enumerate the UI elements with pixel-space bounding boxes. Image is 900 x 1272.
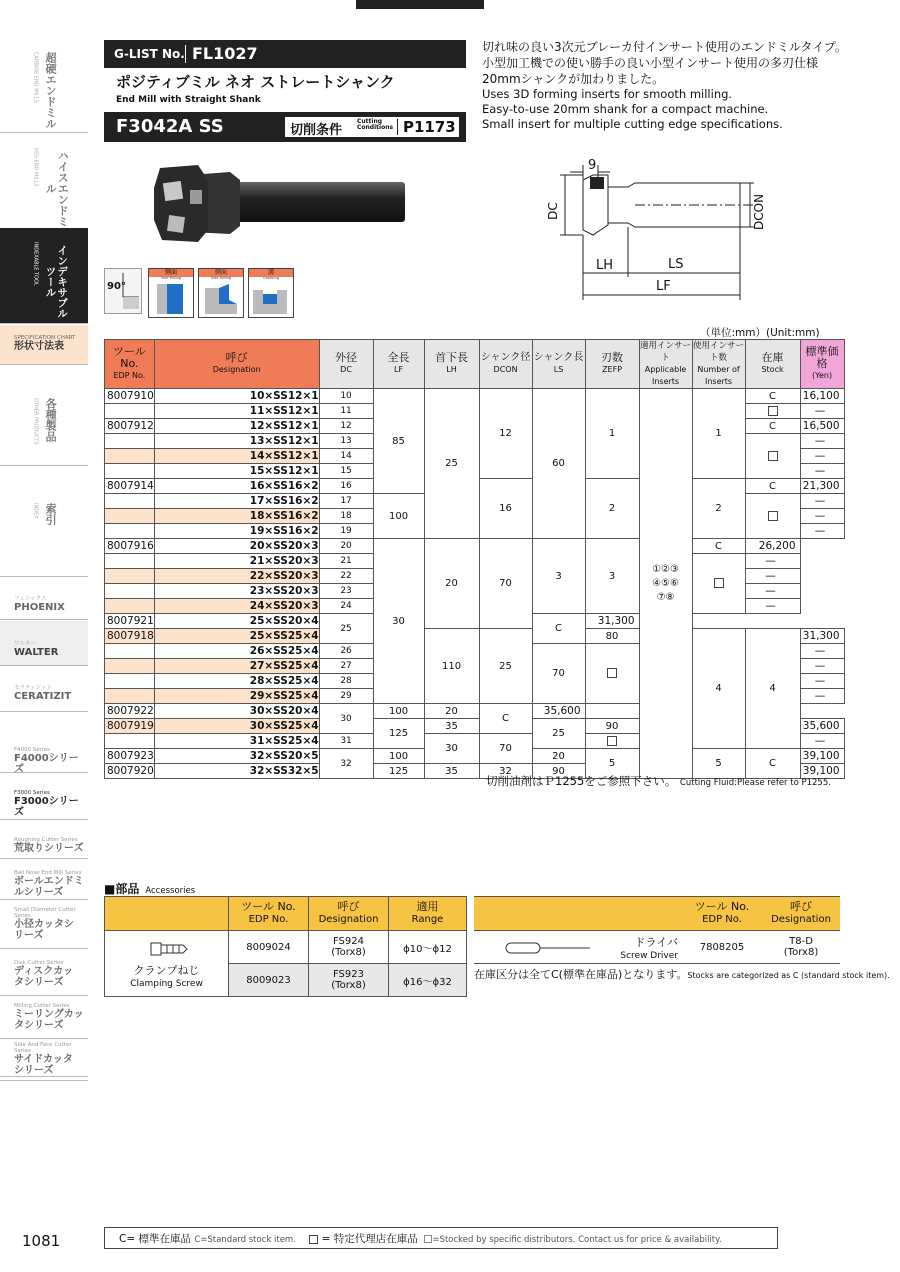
price-cell: — bbox=[745, 584, 800, 599]
table-header-row bbox=[105, 340, 845, 389]
designation-cell: 25×SS20×4 bbox=[154, 614, 319, 629]
dc-cell: 19 bbox=[319, 524, 373, 539]
dim-lf: LF bbox=[656, 279, 671, 294]
title-jp: ポジティブミル ネオ ストレートシャンク bbox=[116, 73, 395, 91]
lf-cell: 100 bbox=[373, 704, 424, 719]
page-number: 1081 bbox=[22, 1232, 61, 1250]
st-cell bbox=[745, 434, 800, 479]
st-cell: C bbox=[745, 419, 800, 434]
shoulder-milling-icon: 側面 Side Milling bbox=[198, 268, 244, 318]
price-cell: — bbox=[745, 569, 800, 584]
edp-cell bbox=[105, 404, 155, 419]
dim-dcon: DCON bbox=[752, 193, 766, 230]
designation-cell: 32×SS20×5 bbox=[154, 749, 319, 764]
dc-cell: 31 bbox=[319, 734, 373, 749]
col-lf: 全長 LF bbox=[373, 340, 424, 389]
table-row: クランプねじ Clamping Screw 8009024 FS924 (Torx8) ϕ10〜ϕ12 bbox=[105, 931, 467, 964]
price-cell: — bbox=[800, 659, 844, 674]
price-cell: 16,500 bbox=[800, 419, 844, 434]
ls-cell: 90 bbox=[532, 764, 585, 779]
dc-cell: 27 bbox=[319, 659, 373, 674]
st-cell bbox=[585, 734, 639, 749]
designation-cell: 10×SS12×1 bbox=[154, 389, 319, 404]
dc-cell: 12 bbox=[319, 419, 373, 434]
st-cell: C bbox=[745, 749, 800, 779]
edp-cell: 8007919 bbox=[105, 719, 155, 734]
designation-cell: 13×SS12×1 bbox=[154, 434, 319, 449]
price-cell: — bbox=[800, 689, 844, 704]
box-symbol bbox=[607, 668, 617, 678]
sidebar-item-carbide[interactable]: 超硬エンドミル CARBIDE END MILLS bbox=[0, 38, 88, 133]
lh-cell: 30 bbox=[424, 734, 479, 764]
edp-cell bbox=[105, 509, 155, 524]
designation-cell: 30×SS25×4 bbox=[154, 719, 319, 734]
col-stock: 在庫 Stock bbox=[745, 340, 800, 389]
price-cell: — bbox=[800, 674, 844, 689]
edp-cell: 8007918 bbox=[105, 629, 155, 644]
sidebar-item-other[interactable]: 各種製品 OTHER PRODUCTS bbox=[0, 366, 88, 466]
dc-cell: 18 bbox=[319, 509, 373, 524]
price-cell: — bbox=[800, 494, 844, 509]
lh-cell: 25 bbox=[424, 389, 479, 539]
lf-cell: 125 bbox=[373, 764, 424, 779]
designation-cell: 12×SS12×1 bbox=[154, 419, 319, 434]
dc-cell: 15 bbox=[319, 464, 373, 479]
ls-cell: 90 bbox=[585, 719, 639, 734]
n-cell: 5 bbox=[692, 749, 745, 779]
designation-cell: 20×SS20×3 bbox=[154, 539, 319, 554]
col-edp: ツール No. EDP No. bbox=[105, 340, 155, 389]
n-cell: 4 bbox=[745, 629, 800, 749]
edp-cell bbox=[105, 734, 155, 749]
designation-cell: 29×SS25×4 bbox=[154, 689, 319, 704]
col-inserts: 適用インサート Applicable Inserts bbox=[639, 340, 692, 389]
st-cell: C bbox=[479, 704, 532, 734]
sidebar-item-ceratizit[interactable]: セラティジット CERATIZIT bbox=[0, 667, 88, 712]
edp-cell bbox=[105, 494, 155, 509]
product-photo bbox=[150, 160, 410, 250]
dc-cell: 14 bbox=[319, 449, 373, 464]
price-cell: 16,100 bbox=[800, 389, 844, 404]
col-dc: 外径 DC bbox=[319, 340, 373, 389]
ls-cell: 70 bbox=[479, 734, 532, 764]
screw-icon bbox=[137, 939, 197, 959]
lf-cell: 100 bbox=[373, 494, 424, 539]
sidebar-item-f3000[interactable]: F3000 Series F3000シリーズ bbox=[0, 774, 88, 820]
accessories-title: ■部品 Accessories bbox=[104, 882, 196, 896]
price-cell: — bbox=[800, 404, 844, 419]
z-cell: 5 bbox=[585, 749, 639, 779]
price-cell: — bbox=[800, 524, 844, 539]
edp-cell bbox=[105, 524, 155, 539]
edp-cell bbox=[105, 434, 155, 449]
col-insert-count: 使用インサート数 Number of Inserts bbox=[692, 340, 745, 389]
table-row: ドライバ Screw Driver 7808205 T8-D (Torx8) bbox=[474, 931, 840, 964]
product-header bbox=[104, 40, 466, 143]
screwdriver-icon bbox=[504, 940, 594, 956]
st-cell bbox=[692, 554, 745, 614]
table-row bbox=[105, 389, 845, 404]
sidebar-item-f4000[interactable]: F4000 Series F4000シリーズ bbox=[0, 713, 88, 773]
table-row bbox=[105, 629, 845, 644]
price-cell: — bbox=[800, 734, 844, 749]
col-price: 標準価格 (Yen) bbox=[800, 340, 844, 389]
designation-cell: 21×SS20×3 bbox=[154, 554, 319, 569]
edp-cell: 8007922 bbox=[105, 704, 155, 719]
price-cell: — bbox=[800, 434, 844, 449]
dcon-cell: 25 bbox=[532, 719, 585, 749]
price-cell: — bbox=[745, 599, 800, 614]
price-cell: 31,300 bbox=[585, 614, 639, 629]
st-cell: C bbox=[532, 614, 585, 644]
sidebar-item-disk[interactable]: Disk Cutter Series ディスクカッタシリーズ bbox=[0, 950, 88, 996]
ins-cell: ①②③ ④⑤⑥ ⑦⑧ bbox=[639, 389, 692, 779]
dc-cell: 26 bbox=[319, 644, 373, 659]
box-symbol bbox=[714, 578, 724, 588]
st-cell: C bbox=[745, 479, 800, 494]
edp-cell: 8007914 bbox=[105, 479, 155, 494]
designation-cell: 19×SS16×2 bbox=[154, 524, 319, 539]
edp-cell: 8007912 bbox=[105, 419, 155, 434]
cutting-conditions-link[interactable]: 切削条件 Cutting Conditions P1173 bbox=[284, 116, 460, 138]
lf-cell: 125 bbox=[373, 719, 424, 749]
lf-cell: 85 bbox=[373, 389, 424, 494]
dc-cell: 20 bbox=[319, 539, 373, 554]
price-cell: — bbox=[800, 449, 844, 464]
dc-cell: 22 bbox=[319, 569, 373, 584]
edp-cell: 8007910 bbox=[105, 389, 155, 404]
description: 切れ味の良い3次元ブレーカ付インサート使用のエンドミルタイプ。 小型加工機での使い勝手の良い小型インサート使用の多刃仕様 20mmシャンクが加わりました。 Uses 3D forming inserts for smooth milling. Easy-to-use 20mm shank for a compact machine. Small insert for multiple cutting edge specifications. bbox=[482, 40, 847, 131]
dcon-cell: 20 bbox=[424, 539, 479, 629]
z-cell: 2 bbox=[585, 479, 639, 539]
top-tab-bar bbox=[356, 0, 484, 9]
n-cell: 3 bbox=[585, 539, 639, 614]
dcon-cell: 20 bbox=[424, 704, 479, 719]
z-cell: 1 bbox=[585, 389, 639, 479]
dc-cell: 11 bbox=[319, 404, 373, 419]
designation-cell: 31×SS25×4 bbox=[154, 734, 319, 749]
dc-cell: 16 bbox=[319, 479, 373, 494]
designation-cell: 23×SS20×3 bbox=[154, 584, 319, 599]
lf-cell: 110 bbox=[424, 629, 479, 704]
edp-cell: 8007923 bbox=[105, 749, 155, 764]
lh-cell: 35 bbox=[424, 719, 479, 734]
dim-dc: DC bbox=[545, 202, 560, 220]
side-milling-icon: 側面 Side Milling bbox=[148, 268, 194, 318]
dc-cell: 30 bbox=[319, 704, 373, 734]
col-lh: 首下長 LH bbox=[424, 340, 479, 389]
price-cell: — bbox=[800, 464, 844, 479]
n-cell: 1 bbox=[692, 389, 745, 479]
edp-cell bbox=[105, 674, 155, 689]
glist-bar: G-LIST No. FL1027 bbox=[104, 40, 466, 68]
grooving-icon: 溝 Grooving bbox=[248, 268, 294, 318]
designation-cell: 24×SS20×3 bbox=[154, 599, 319, 614]
price-cell: 39,100 bbox=[800, 764, 844, 779]
designation-cell: 17×SS16×2 bbox=[154, 494, 319, 509]
stock-legend: C= 標準在庫品 C=Standard stock item. = 特定代理店在庫品 =Stocked by specific distributors. Contact us for price & availability. bbox=[104, 1227, 778, 1249]
box-symbol bbox=[768, 511, 778, 521]
edp-cell bbox=[105, 584, 155, 599]
edp-cell bbox=[105, 554, 155, 569]
designation-cell: 22×SS20×3 bbox=[154, 569, 319, 584]
edp-cell: 8007916 bbox=[105, 539, 155, 554]
edp-cell bbox=[105, 449, 155, 464]
price-cell: — bbox=[800, 509, 844, 524]
designation-cell: 14×SS12×1 bbox=[154, 449, 319, 464]
designation-cell: 32×SS32×5 bbox=[154, 764, 319, 779]
edp-cell bbox=[105, 569, 155, 584]
edp-cell bbox=[105, 464, 155, 479]
dcon-cell: 20 bbox=[532, 749, 585, 764]
edp-cell bbox=[105, 659, 155, 674]
price-cell: 31,300 bbox=[800, 629, 844, 644]
col-zefp: 刃数 ZEFP bbox=[585, 340, 639, 389]
designation-cell: 27×SS25×4 bbox=[154, 659, 319, 674]
sidebar-item-walter[interactable]: ワルター WALTER bbox=[0, 621, 88, 666]
price-cell: 35,600 bbox=[800, 719, 844, 734]
sidebar-item-smalldia[interactable]: Small Diameter Cutter Series 小径カッタシリーズ bbox=[0, 901, 88, 949]
dim-ls: LS bbox=[668, 257, 684, 272]
dc-cell: 13 bbox=[319, 434, 373, 449]
code-bar bbox=[104, 112, 466, 142]
dc-cell: 28 bbox=[319, 674, 373, 689]
clamping-screw-table: ツール No. EDP No. 呼び Designation 適用 Range クランプねじ Clamping Screw 8009024 FS924 (Torx8) ϕ10〜ϕ12 8009023 FS923 (Torx8) ϕ16〜ϕ32 bbox=[104, 896, 467, 997]
price-cell: 21,300 bbox=[800, 479, 844, 494]
ls-cell: 70 bbox=[532, 644, 585, 704]
sidebar-item-phoenix[interactable]: フェニックス PHOENIX bbox=[0, 578, 88, 620]
z-cell: 3 bbox=[532, 539, 585, 614]
designation-cell: 28×SS25×4 bbox=[154, 674, 319, 689]
st-cell: C bbox=[745, 389, 800, 404]
cutting-fluid-note: 切削油剤はＰ1255をご参照下さい。 Cutting Fluid:Please refer to P1255. bbox=[486, 774, 831, 788]
price-cell: — bbox=[745, 554, 800, 569]
edp-cell: 8007921 bbox=[105, 614, 155, 629]
lh-cell: 30 bbox=[373, 539, 424, 704]
price-cell: 26,200 bbox=[745, 539, 800, 554]
angle-90-icon: 90° bbox=[104, 268, 142, 314]
price-cell: — bbox=[800, 644, 844, 659]
designation-cell: 18×SS16×2 bbox=[154, 509, 319, 524]
sidebar-item-ballnose[interactable]: Ball Nose End Mill Series ボールエンドミルシリーズ bbox=[0, 860, 88, 900]
col-dcon: シャンク径 DCON bbox=[479, 340, 532, 389]
sidebar-item-index[interactable]: 索引 INDEX bbox=[0, 467, 88, 577]
st-cell bbox=[745, 404, 800, 419]
edp-cell bbox=[105, 599, 155, 614]
price-cell: 35,600 bbox=[532, 704, 585, 719]
edp-cell bbox=[105, 689, 155, 704]
designation-cell: 11×SS12×1 bbox=[154, 404, 319, 419]
z-cell: 4 bbox=[692, 629, 745, 749]
st-cell: C bbox=[692, 539, 745, 554]
glist-number: FL1027 bbox=[192, 44, 258, 63]
dc-cell: 25 bbox=[319, 614, 373, 644]
driver-table: ツール No. EDP No. 呼び Designation ドライバ Screw Driver 7808205 T8-D (Torx8) bbox=[474, 896, 840, 964]
designation-cell: 30×SS20×4 bbox=[154, 704, 319, 719]
table-row bbox=[105, 539, 845, 554]
sidebar-item-milling[interactable]: Milling Cutter Series ミーリングカッタシリーズ bbox=[0, 997, 88, 1039]
edp-cell bbox=[105, 644, 155, 659]
designation-cell: 25×SS25×4 bbox=[154, 629, 319, 644]
sidebar-item-sideface[interactable]: Side And Face Cutter Series サイドカッタシリーズ bbox=[0, 1040, 88, 1081]
st-cell bbox=[745, 494, 800, 539]
ls-cell: 80 bbox=[585, 629, 639, 644]
dc-cell: 21 bbox=[319, 554, 373, 569]
edp-cell: 8007920 bbox=[105, 764, 155, 779]
price-cell: 39,100 bbox=[800, 749, 844, 764]
dcon-cell: 25 bbox=[479, 629, 532, 704]
dcon-cell: 32 bbox=[479, 764, 532, 779]
sidebar-item-hss[interactable]: ハイスエンドミル HSS END MILLS bbox=[0, 134, 88, 229]
col-ls: シャンク長 LS bbox=[532, 340, 585, 389]
dim-lh: LH bbox=[596, 258, 614, 273]
ls-cell: 60 bbox=[532, 389, 585, 539]
stock-note: 在庫区分は全てC(標準在庫品)となります。Stocks are categorized as C (standard stock item). bbox=[474, 968, 890, 981]
dc-cell: 10 bbox=[319, 389, 373, 404]
ls-cell: 70 bbox=[479, 539, 532, 629]
dim-9: 9 bbox=[588, 158, 597, 173]
col-designation: 呼び Designation bbox=[154, 340, 319, 389]
lf-cell: 100 bbox=[373, 749, 424, 764]
box-symbol bbox=[607, 736, 617, 746]
spec-table bbox=[104, 339, 845, 779]
dc-cell: 29 bbox=[319, 689, 373, 704]
sidebar-item-roughing[interactable]: Roughing Cutter Series 荒取りシリーズ bbox=[0, 821, 88, 859]
box-symbol bbox=[768, 406, 778, 416]
box-symbol bbox=[768, 451, 778, 461]
table-row: 8009023 FS923 (Torx8) ϕ16〜ϕ32 bbox=[105, 964, 467, 997]
st-cell bbox=[585, 644, 639, 704]
title-en: End Mill with Straight Shank bbox=[116, 95, 261, 105]
n-cell: 2 bbox=[692, 479, 745, 539]
box-symbol bbox=[309, 1235, 318, 1244]
lh-cell: 35 bbox=[424, 764, 479, 779]
clamping-screw-cell: クランプねじ Clamping Screw bbox=[105, 931, 229, 997]
sidebar-item-indexable[interactable]: インデキサブルツール INDEXABLE TOOL bbox=[0, 228, 88, 324]
designation-cell: 16×SS16×2 bbox=[154, 479, 319, 494]
dcon-cell: 16 bbox=[479, 479, 532, 539]
dc-cell: 17 bbox=[319, 494, 373, 509]
product-code: F3042A SS bbox=[116, 116, 224, 137]
dc-cell: 32 bbox=[319, 749, 373, 779]
designation-cell: 26×SS25×4 bbox=[154, 644, 319, 659]
sidebar-item-spec-chart[interactable]: SPECIFICATION CHART 形状寸法表 bbox=[0, 325, 88, 365]
dc-cell: 24 bbox=[319, 599, 373, 614]
designation-cell: 15×SS12×1 bbox=[154, 464, 319, 479]
unit-label: （単位:mm）(Unit:mm) bbox=[700, 327, 820, 339]
dcon-cell: 12 bbox=[479, 389, 532, 479]
dc-cell: 23 bbox=[319, 584, 373, 599]
